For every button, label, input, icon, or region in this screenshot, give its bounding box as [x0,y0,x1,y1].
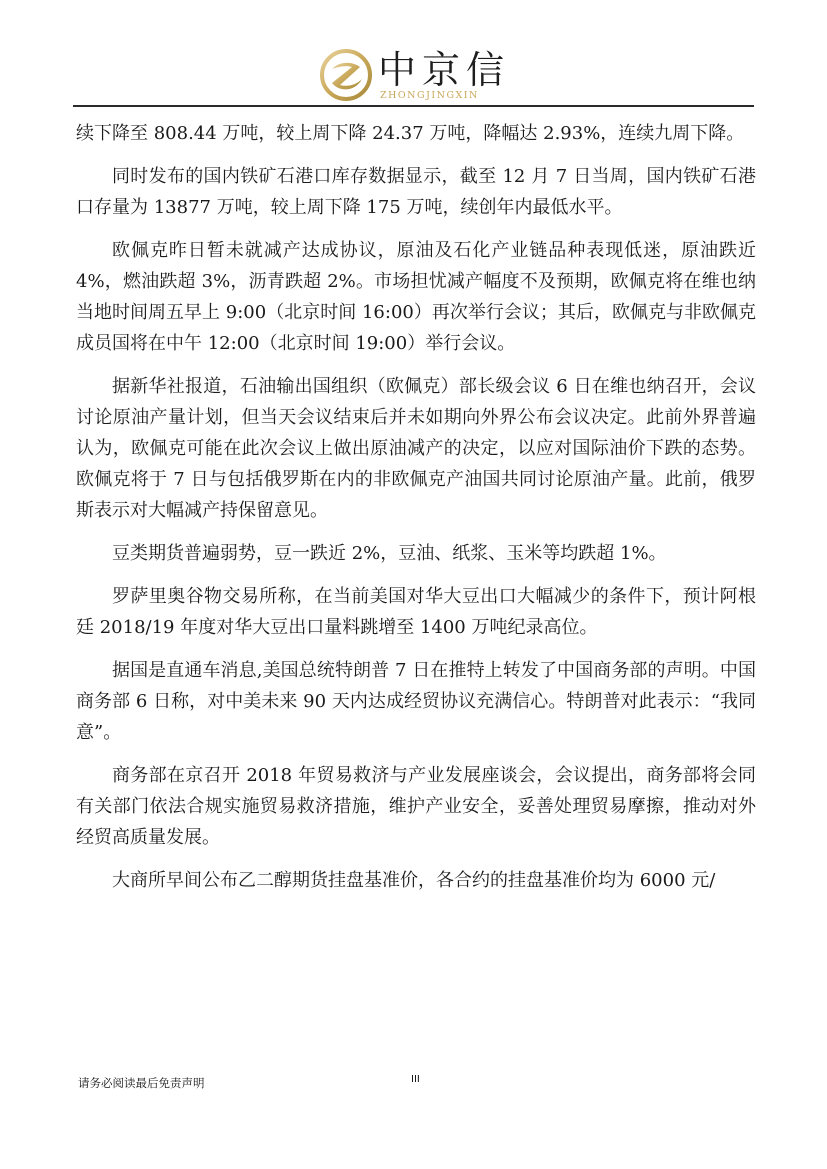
page-number: III [411,1074,420,1085]
logo-chinese-name: 中京信 [378,48,511,92]
logo-english-name: ZHONGJINGXIN [380,90,479,101]
article-body [76,118,756,908]
paragraph: 豆类期货普遍弱势，豆一跌近 2%，豆油、纸浆、玉米等均跌超 1%。 [112,543,667,564]
paragraph: 据国是直通车消息,美国总统特朗普 7 日在推特上转发了中国商务部的声明。中国商务部 6 日称，对中美未来 90 天内达成经贸协议充满信心。特朗普对此表示：“我同意”。 [76,660,756,743]
disclaimer-notice: 请务必阅读最后免责声明 [78,1076,205,1090]
paragraph: 据新华社报道，石油输出国组织（欧佩克）部长级会议 6 日在维也纳召开，会议讨论原油产量计划，但当天会议结束后并未如期向外界公布会议决定。此前外界普遍认为，欧佩克可能在此次会议上做出原油减产的决定，以应对国际油价下跌的态势。欧佩克将于 7 日与包括俄罗斯在内的非欧佩克产油国共同讨论原油产量。此前，俄罗斯表示对大幅减产持保留意见。 [76,376,756,521]
paragraph: 商务部在京召开 2018 年贸易救济与产业发展座谈会，会议提出，商务部将会同有关部门依法合规实施贸易救济措施，维护产业安全，妥善处理贸易摩擦，推动对外经贸高质量发展。 [76,765,756,848]
header-divider [73,105,754,107]
zhongjingxin-logo-icon [318,47,374,103]
paragraph: 同时发布的国内铁矿石港口库存数据显示，截至 12 月 7 日当周，国内铁矿石港口存量为 13877 万吨，较上周下降 175 万吨，续创年内最低水平。 [76,166,756,218]
paragraph: 大商所早间公布乙二醇期货挂盘基准价，各合约的挂盘基准价均为 6000 元/ [112,870,716,891]
paragraph: 罗萨里奥谷物交易所称，在当前美国对华大豆出口大幅减少的条件下，预计阿根廷 2018/19 年度对华大豆出口量料跳增至 1400 万吨纪录高位。 [76,586,756,638]
paragraph: 续下降至 808.44 万吨，较上周下降 24.37 万吨，降幅达 2.93%，连续九周下降。 [76,123,745,144]
paragraph: 欧佩克昨日暂未就减产达成协议，原油及石化产业链品种表现低迷，原油跌近 4%，燃油跌超 3%，沥青跌超 2%。市场担忧减产幅度不及预期，欧佩克将在维也纳当地时间周五早上 9:00（北京时间 16:00）再次举行会议；其后，欧佩克与非欧佩克成员国将在中午 12:00（北京时间 19:00）举行会议。 [76,240,756,354]
page-header [0,0,827,106]
